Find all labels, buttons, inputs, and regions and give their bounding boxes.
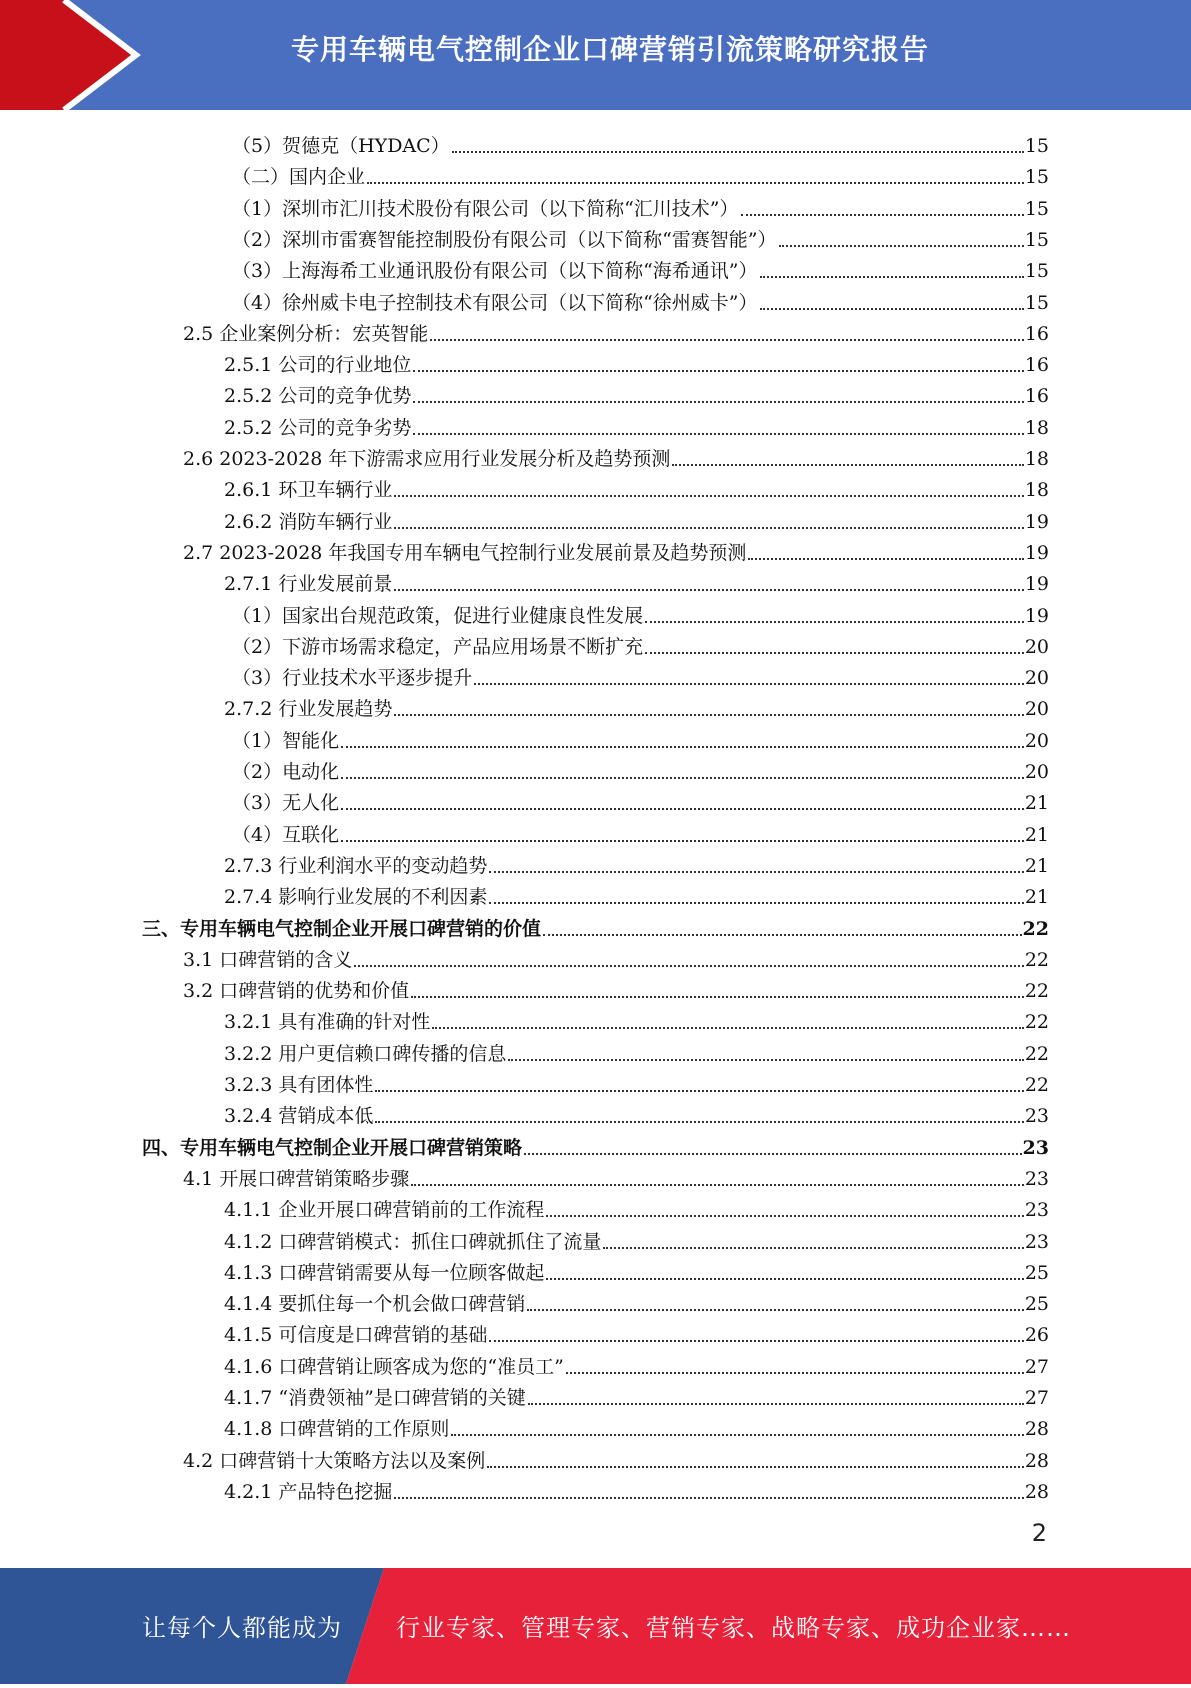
toc-entry[interactable] <box>224 1410 1049 1441</box>
toc-entry-title: 3.2.3 具有团体性 <box>224 1074 374 1096</box>
toc-entry-page: 23 <box>1024 1199 1049 1222</box>
toc-dot-leader <box>394 526 1023 529</box>
toc-entry[interactable] <box>232 221 1049 252</box>
toc-entry[interactable] <box>142 910 1049 941</box>
toc-entry-page: 22 <box>1024 980 1049 1003</box>
toc-entry-title: 2.7.2 行业发展趋势 <box>224 698 393 721</box>
toc-entry-title: 2.7 2023-2028 年我国专用车辆电气控制行业发展前景及趋势预测 <box>183 541 747 564</box>
toc-entry-page: 20 <box>1024 729 1049 752</box>
toc-entry[interactable] <box>232 190 1049 221</box>
toc-entry[interactable] <box>224 1003 1049 1034</box>
toc-entry-title: 4.1.6 口碑营销让顾客成为您的“准员工” <box>224 1355 564 1378</box>
toc-entry-title: 3.2.1 具有准确的针对性 <box>224 1011 431 1034</box>
toc-dot-leader <box>760 307 1024 310</box>
toc-entry[interactable] <box>183 440 1049 471</box>
toc-dot-leader <box>413 369 1023 372</box>
toc-entry-page: 22 <box>1024 1042 1049 1065</box>
toc-entry-title: （2）下游市场需求稳定，产品应用场景不断扩充 <box>232 635 644 658</box>
toc-entry-title: 4.1.2 口碑营销模式：抓住口碑就抓住了流量 <box>224 1230 602 1253</box>
toc-entry-title: 四、专用车辆电气控制企业开展口碑营销策略 <box>142 1136 523 1159</box>
toc-entry-title: 4.1.8 口碑营销的工作原则 <box>224 1418 450 1441</box>
toc-dot-leader <box>508 1058 1023 1061</box>
toc-dot-leader <box>528 1402 1024 1405</box>
toc-dot-leader <box>489 901 1023 904</box>
toc-entry[interactable] <box>232 252 1049 283</box>
report-title: 专用车辆电气控制企业口碑营销引流策略研究报告 <box>290 33 929 66</box>
toc-dot-leader <box>487 1465 1024 1468</box>
toc-entry-page: 19 <box>1024 604 1049 627</box>
toc-entry[interactable] <box>224 503 1049 534</box>
toc-dot-leader <box>760 275 1024 278</box>
toc-entry-title: （3）行业技术水平逐步提升 <box>232 667 473 690</box>
toc-dot-leader <box>411 995 1024 998</box>
toc-entry[interactable] <box>232 127 1049 158</box>
toc-entry-page: 23 <box>1024 1230 1049 1253</box>
toc-dot-leader <box>451 1433 1023 1436</box>
toc-dot-leader <box>341 776 1024 779</box>
toc-entry[interactable] <box>232 816 1049 847</box>
toc-entry-title: 2.5.2 公司的竞争优势 <box>224 385 412 408</box>
toc-dot-leader <box>413 400 1023 403</box>
toc-entry[interactable] <box>224 346 1049 377</box>
toc-dot-leader <box>524 1152 1022 1155</box>
toc-entry-title: （二）国内企业 <box>232 166 366 189</box>
toc-entry[interactable] <box>224 377 1049 408</box>
toc-entry-title: 4.1.1 企业开展口碑营销前的工作流程 <box>224 1199 545 1222</box>
toc-entry[interactable] <box>232 158 1049 189</box>
toc-entry[interactable] <box>224 1223 1049 1254</box>
toc-dot-leader <box>375 1089 1023 1092</box>
toc-entry[interactable] <box>224 1254 1049 1285</box>
toc-entry-title: （4）徐州威卡电子控制技术有限公司（以下简称“徐州威卡”） <box>232 291 758 314</box>
toc-entry[interactable] <box>232 753 1049 784</box>
toc-entry-title: 2.5.2 公司的竞争劣势 <box>224 416 412 439</box>
toc-entry[interactable] <box>224 1348 1049 1379</box>
toc-entry[interactable] <box>183 941 1049 972</box>
toc-entry[interactable] <box>224 1066 1049 1097</box>
toc-entry-page: 23 <box>1024 1167 1049 1190</box>
toc-entry[interactable] <box>224 878 1049 909</box>
toc-entry-page: 16 <box>1024 354 1049 377</box>
toc-entry-title: 2.7.4 影响行业发展的不利因素 <box>224 886 488 909</box>
toc-entry[interactable] <box>232 784 1049 815</box>
toc-dot-leader <box>489 870 1023 873</box>
toc-entry-page: 20 <box>1024 761 1049 783</box>
toc-entry[interactable] <box>232 597 1049 628</box>
toc-entry-page: 26 <box>1024 1324 1049 1347</box>
toc-entry-title: 4.1 开展口碑营销策略步骤 <box>183 1167 410 1190</box>
toc-entry-page: 28 <box>1024 1449 1049 1472</box>
toc-entry-page: 21 <box>1024 854 1049 877</box>
toc-entry-page: 18 <box>1024 416 1049 439</box>
toc-entry[interactable] <box>183 534 1049 565</box>
footer-slogan-right: 行业专家、管理专家、营销专家、战略专家、成功企业家…… <box>396 1614 1071 1642</box>
toc-dot-leader <box>645 651 1024 654</box>
toc-entry-page: 25 <box>1024 1293 1049 1316</box>
toc-entry[interactable] <box>224 847 1049 878</box>
toc-entry-page: 15 <box>1024 135 1049 157</box>
toc-entry-page: 20 <box>1024 667 1049 690</box>
header-band <box>0 0 1191 110</box>
toc-entry-page: 22 <box>1024 1074 1049 1096</box>
toc-entry-page: 15 <box>1024 291 1049 314</box>
toc-dot-leader <box>645 620 1024 623</box>
toc-entry-page: 20 <box>1024 698 1049 721</box>
toc-entry-title: 3.2.2 用户更信赖口碑传播的信息 <box>224 1042 507 1065</box>
toc-entry[interactable] <box>232 284 1049 315</box>
toc-entry-title: 3.2 口碑营销的优势和价值 <box>183 980 410 1003</box>
toc-entry-page: 19 <box>1024 573 1049 596</box>
toc-entry-page: 28 <box>1024 1418 1049 1441</box>
page-number: 2 <box>1031 1519 1047 1547</box>
toc-entry-title: （2）深圳市雷赛智能控制股份有限公司（以下简称“雷赛智能”） <box>232 228 777 251</box>
toc-entry[interactable] <box>224 471 1049 502</box>
toc-entry-title: （1）智能化 <box>232 729 340 752</box>
toc-entry-title: 2.5 企业案例分析：宏英智能 <box>183 322 429 345</box>
header-arrow-decoration <box>0 0 150 110</box>
toc-entry-title: 2.6 2023-2028 年下游需求应用行业发展分析及趋势预测 <box>183 448 671 470</box>
toc-dot-leader <box>367 181 1024 184</box>
toc-entry[interactable] <box>224 1473 1049 1504</box>
toc-entry-page: 15 <box>1024 228 1049 251</box>
toc-entry-title: 3.1 口碑营销的含义 <box>183 948 353 971</box>
toc-entry-title: 2.5.1 公司的行业地位 <box>224 354 412 377</box>
toc-entry-title: 2.6.2 消防车辆行业 <box>224 510 393 533</box>
toc-entry-page: 16 <box>1024 385 1049 408</box>
toc-entry-page: 19 <box>1024 541 1049 564</box>
toc-entry-page: 16 <box>1024 322 1049 345</box>
toc-dot-leader <box>411 1183 1024 1186</box>
toc-entry-title: 三、专用车辆电气控制企业开展口碑营销的价值 <box>142 917 542 940</box>
toc-entry-page: 21 <box>1024 886 1049 909</box>
toc-dot-leader <box>546 1214 1023 1217</box>
toc-dot-leader <box>527 1308 1023 1311</box>
toc-entry[interactable] <box>183 1442 1049 1473</box>
toc-entry-page: 18 <box>1024 479 1049 502</box>
toc-dot-leader <box>341 839 1024 842</box>
toc-entry-page: 22 <box>1024 948 1049 971</box>
toc-entry-page: 15 <box>1024 197 1049 220</box>
toc-entry[interactable] <box>232 722 1049 753</box>
toc-entry-page: 18 <box>1024 448 1049 470</box>
toc-dot-leader <box>741 213 1024 216</box>
toc-entry-page: 27 <box>1024 1355 1049 1378</box>
toc-entry-page: 20 <box>1024 635 1049 658</box>
toc-entry[interactable] <box>224 1379 1049 1410</box>
toc-entry-page: 23 <box>1022 1136 1049 1159</box>
footer-slogan-left: 让每个人都能成为 <box>142 1614 342 1642</box>
toc-entry-page: 23 <box>1024 1105 1049 1128</box>
toc-dot-leader <box>566 1371 1024 1374</box>
toc-dot-leader <box>543 933 1022 936</box>
toc-dot-leader <box>341 807 1024 810</box>
toc-entry-page: 27 <box>1024 1387 1049 1409</box>
toc-entry-title: 2.6.1 环卫车辆行业 <box>224 479 393 502</box>
toc-entry-title: 2.7.3 行业利润水平的变动趋势 <box>224 854 488 877</box>
toc-dot-leader <box>432 1026 1023 1029</box>
toc-entry-page: 22 <box>1022 917 1049 940</box>
toc-dot-leader <box>748 557 1023 560</box>
toc-entry-title: 4.1.3 口碑营销需要从每一位顾客做起 <box>224 1261 545 1284</box>
toc-entry-title: 2.7.1 行业发展前景 <box>224 573 393 596</box>
toc-dot-leader <box>394 588 1023 591</box>
toc-dot-leader <box>546 1277 1023 1280</box>
toc-dot-leader <box>452 150 1024 153</box>
toc-dot-leader <box>489 1339 1023 1342</box>
toc-entry[interactable] <box>232 659 1049 690</box>
toc-dot-leader <box>779 244 1024 247</box>
toc-entry-title: （2）电动化 <box>232 761 340 783</box>
toc-entry-page: 25 <box>1024 1261 1049 1284</box>
toc-entry-page: 21 <box>1024 823 1049 846</box>
toc-entry-page: 22 <box>1024 1011 1049 1034</box>
toc-entry-title: （4）互联化 <box>232 823 340 846</box>
toc-entry[interactable] <box>183 315 1049 346</box>
toc-dot-leader <box>394 494 1023 497</box>
toc-dot-leader <box>672 463 1023 466</box>
toc-entry[interactable] <box>142 1129 1049 1160</box>
toc-entry[interactable] <box>183 972 1049 1003</box>
toc-dot-leader <box>394 713 1023 716</box>
toc-dot-leader <box>375 1120 1023 1123</box>
footer-band <box>0 1568 1191 1684</box>
toc-dot-leader <box>354 964 1024 967</box>
toc-entry[interactable] <box>224 565 1049 596</box>
toc-entry-page: 21 <box>1024 792 1049 815</box>
toc-entry[interactable] <box>232 628 1049 659</box>
toc-entry-title: （1）深圳市汇川技术股份有限公司（以下简称“汇川技术”） <box>232 197 739 220</box>
toc-entry-title: 4.1.4 要抓住每一个机会做口碑营销 <box>224 1293 526 1316</box>
toc-dot-leader <box>413 432 1023 435</box>
toc-entry-title: 4.1.7 “消费领袖”是口碑营销的关键 <box>224 1387 526 1409</box>
toc-entry-title: （3）无人化 <box>232 792 340 815</box>
toc-entry[interactable] <box>183 1160 1049 1191</box>
toc-dot-leader <box>603 1246 1023 1249</box>
toc-dot-leader <box>430 338 1024 341</box>
toc-entry-title: （5）贺德克（HYDAC） <box>232 135 450 157</box>
toc-dot-leader <box>394 1496 1023 1499</box>
toc-entry-title: （3）上海海希工业通讯股份有限公司（以下简称“海希通讯”） <box>232 260 758 283</box>
toc-dot-leader <box>341 745 1024 748</box>
toc-entry[interactable] <box>224 690 1049 721</box>
toc-entry-title: 4.2 口碑营销十大策略方法以及案例 <box>183 1449 486 1472</box>
toc-entry[interactable] <box>224 1316 1049 1347</box>
toc-entry-page: 15 <box>1024 166 1049 189</box>
toc-entry[interactable] <box>224 1285 1049 1316</box>
toc-entry-title: （1）国家出台规范政策，促进行业健康良性发展 <box>232 604 644 627</box>
toc-entry-title: 3.2.4 营销成本低 <box>224 1105 374 1128</box>
toc-dot-leader <box>474 682 1024 685</box>
toc-entry-page: 15 <box>1024 260 1049 283</box>
toc-entry-title: 4.1.5 可信度是口碑营销的基础 <box>224 1324 488 1347</box>
toc-entry-page: 28 <box>1024 1480 1049 1503</box>
toc-entry[interactable] <box>224 1097 1049 1128</box>
toc-entry[interactable] <box>224 1035 1049 1066</box>
toc-entry-page: 19 <box>1024 510 1049 533</box>
toc-entry-title: 4.2.1 产品特色挖掘 <box>224 1480 393 1503</box>
toc-entry[interactable] <box>224 1191 1049 1222</box>
toc-entry[interactable] <box>224 409 1049 440</box>
